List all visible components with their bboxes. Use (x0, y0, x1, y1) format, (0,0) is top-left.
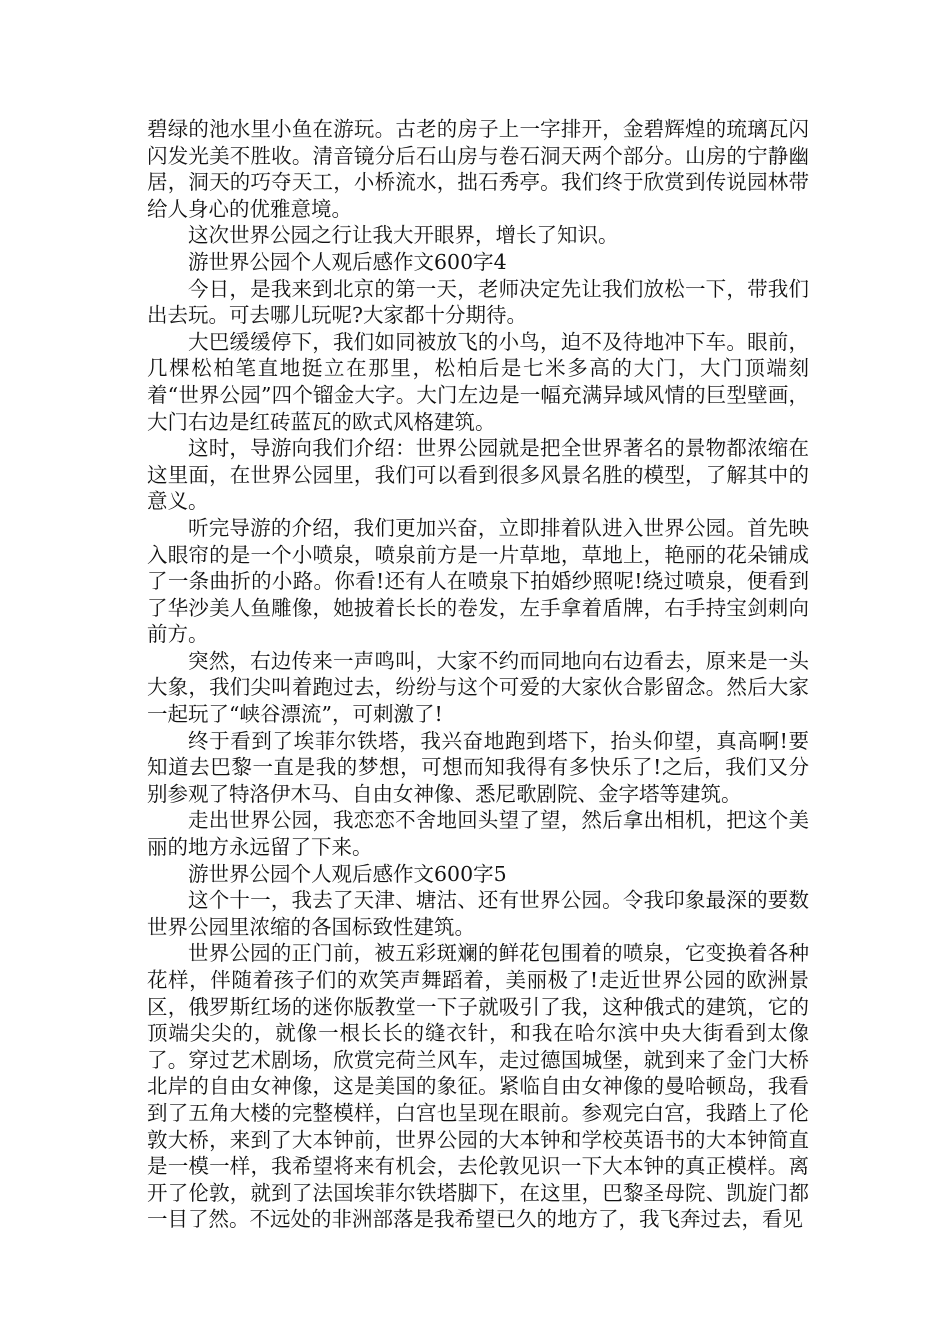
paragraph-4: 今日，是我来到北京的第一天，老师决定先让我们放松一下，带我们出去玩。可去哪儿玩呢?大家都十分期待。 (147, 276, 809, 328)
paragraph-9: 终于看到了埃菲尔铁塔，我兴奋地跑到塔下，抬头仰望，真高啊!要知道去巴黎一直是我的梦想，可想而知我得有多快乐了!之后，我们又分别参观了特洛伊木马、自由女神像、悉尼歌剧院、金字塔等建筑。 (147, 728, 809, 806)
section-heading-5: 游世界公园个人观后感作文600字5 (188, 861, 507, 886)
paragraph-7: 听完导游的介绍，我们更加兴奋，立即排着队进入世界公园。首先映入眼帘的是一个小喷泉，喷泉前方是一片草地，草地上，艳丽的花朵铺成了一条曲折的小路。你看!还有人在喷泉下拍婚纱照呢!绕过喷泉，便看到了华沙美人鱼雕像，她披着长长的卷发，左手拿着盾牌，右手持宝剑刺向前方。 (147, 515, 809, 647)
paragraph-12: 这个十一，我去了天津、塘沽、还有世界公园。令我印象最深的要数世界公园里浓缩的各国标致性建筑。 (147, 888, 809, 939)
paragraph-1: 碧绿的池水里小鱼在游玩。古老的房子上一字排开，金碧辉煌的琉璃瓦闪闪发光美不胜收。清音镜分后石山房与卷石洞天两个部分。山房的宁静幽居，洞天的巧夺天工，小桥流水，拙石秀亭。我们终于欣赏到传说园林带给人身心的优雅意境。 (147, 117, 809, 221)
paragraph-10: 走出世界公园，我恋恋不舍地回头望了望，然后拿出相机，把这个美丽的地方永远留了下来。 (147, 808, 809, 860)
paragraph-8: 突然，右边传来一声鸣叫，大家不约而同地向右边看去，原来是一头大象，我们尖叫着跑过去，纷纷与这个可爱的大家伙合影留念。然后大家一起玩了“峡谷漂流”，可刺激了! (147, 648, 809, 727)
paragraph-5: 大巴缓缓停下，我们如同被放飞的小鸟，迫不及待地冲下车。眼前，几棵松柏笔直地挺立在那里，松柏后是七米多高的大门，大门顶端刻着“世界公园”四个镏金大字。大门左边是一幅充满异域风情的巨型壁画，大门右边是红砖蓝瓦的欧式风格建筑。 (147, 329, 809, 434)
document-body (147, 116, 809, 1233)
paragraph-2: 这次世界公园之行让我大开眼界，增长了知识。 (188, 223, 619, 248)
section-heading-4: 游世界公园个人观后感作文600字4 (188, 249, 507, 274)
paragraph-13: 世界公园的正门前，被五彩斑斓的鲜花包围着的喷泉，它变换着各种花样，伴随着孩子们的欢笑声舞蹈着，美丽极了!走近世界公园的欧洲景区，俄罗斯红场的迷你版教堂一下子就吸引了我，这种俄式的建筑，它的顶端尖尖的，就像一根长长的缝衣针，和我在哈尔滨中央大街看到太像了。穿过艺术剧场，欣赏完荷兰风车，走过德国城堡，就到来了金门大桥北岸的自由女神像，这是美国的象征。紧临自由女神像的曼哈顿岛，我看到了五角大楼的完整模样，白宫也呈现在眼前。参观完白宫，我踏上了伦敦大桥，来到了大本钟前，世界公园的大本钟和学校英语书的大本钟简直是一模一样，我希望将来有机会，去伦敦见识一下大本钟的真正模样。离开了伦敦，就到了法国埃菲尔铁塔脚下，在这里，巴黎圣母院、凯旋门都一目了然。不远处的非洲部落是我希望已久的地方了，我飞奔过去，看见 (147, 941, 809, 1232)
paragraph-6: 这时，导游向我们介绍：世界公园就是把全世界著名的景物都浓缩在这里面，在世界公园里，我们可以看到很多风景名胜的模型，了解其中的意义。 (147, 436, 809, 514)
